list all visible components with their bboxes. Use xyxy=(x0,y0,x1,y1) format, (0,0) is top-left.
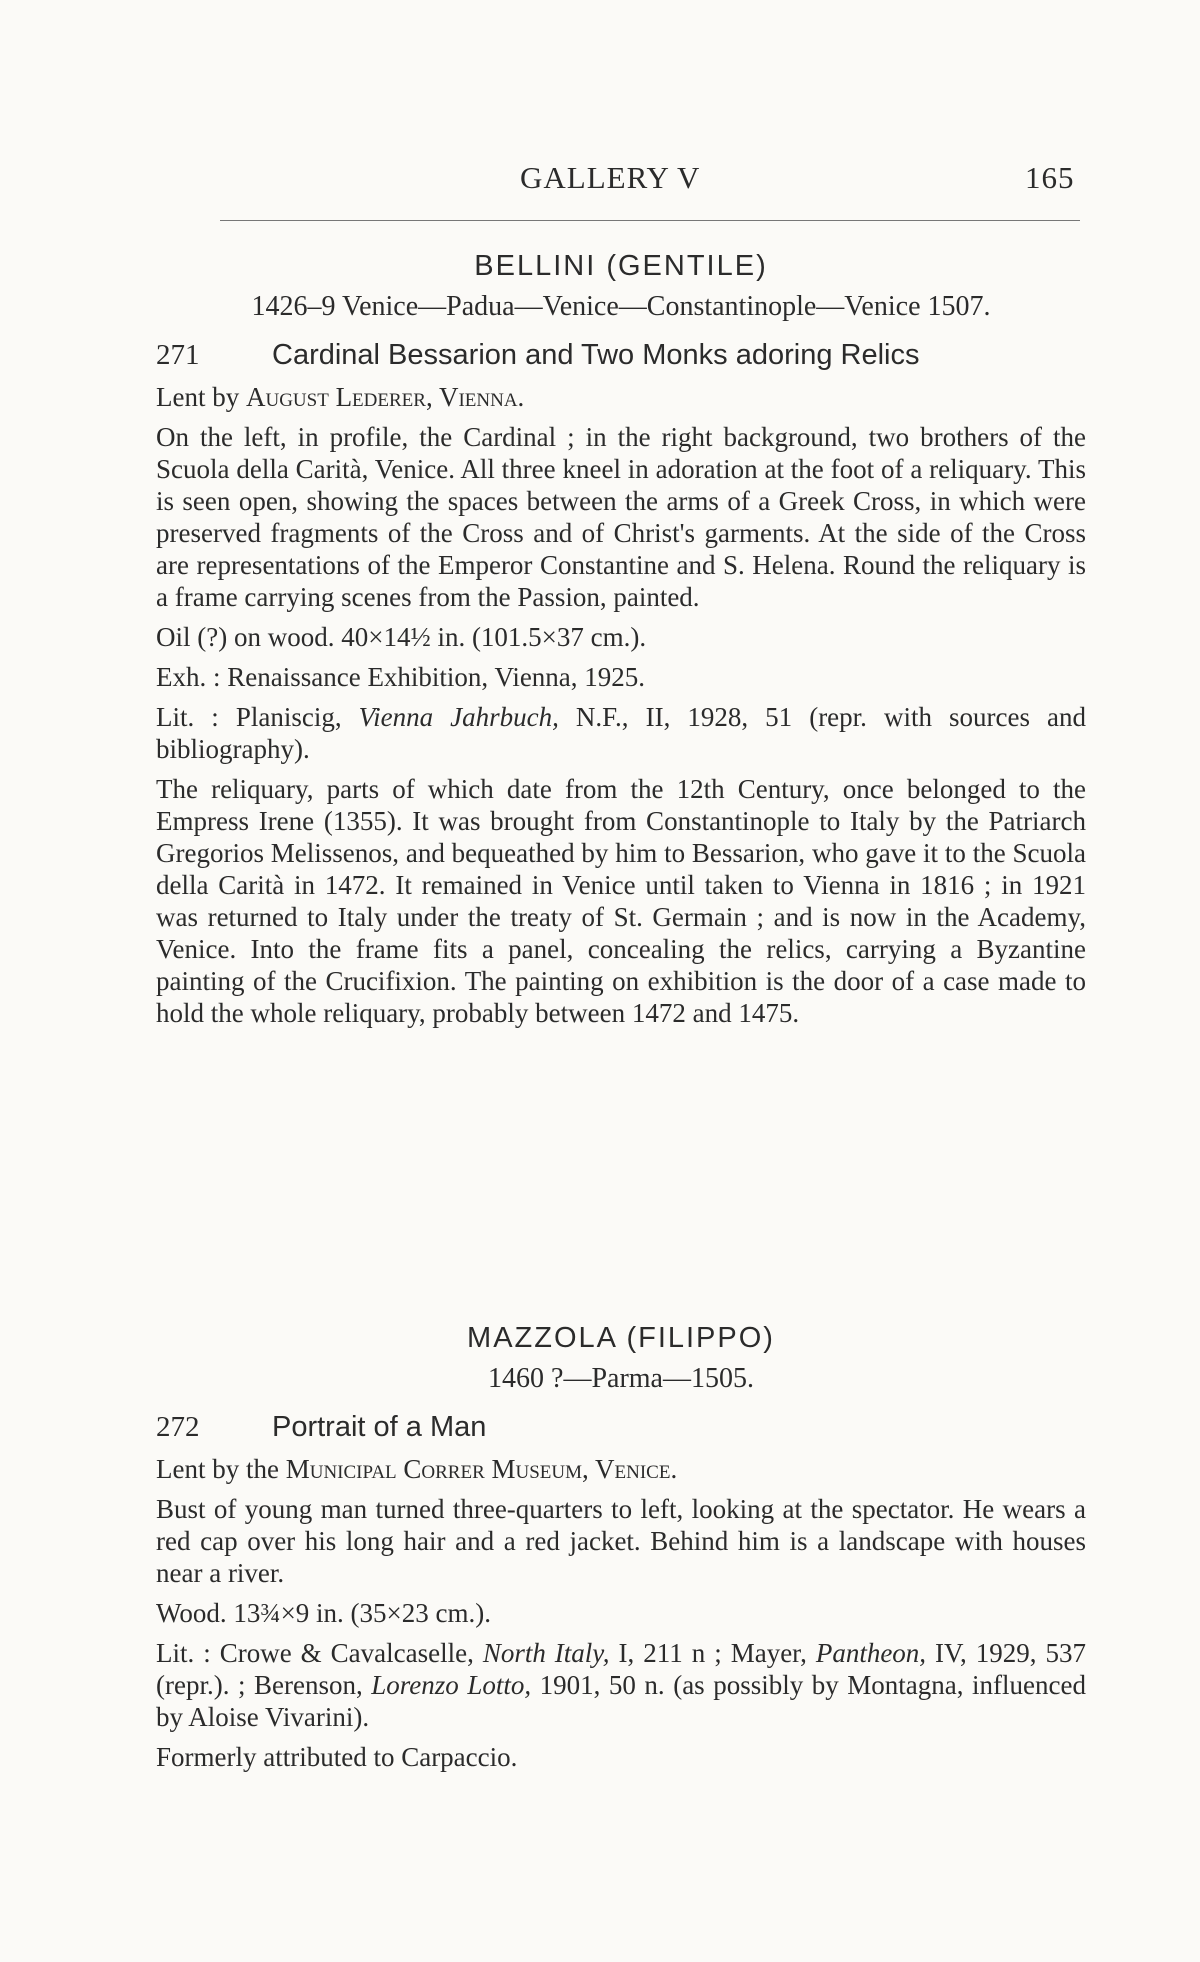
medium-dimensions: Oil (?) on wood. 40×14½ in. (101.5×37 cm.). xyxy=(156,622,647,652)
entry-title-text: Cardinal Bessarion and Two Monks adoring Relics xyxy=(272,339,920,371)
description: Bust of young man turned three-quarters to left, looking at the spectator. He wears a red cap over his long hair and a red jacket. Behind him is a landscape with houses near a river. xyxy=(156,1494,1086,1588)
lit-title-2: Pantheon, xyxy=(815,1638,927,1668)
exhibition: Exh. : Renaissance Exhibition, Vienna, 1925. xyxy=(156,662,646,692)
note: Formerly attributed to Carpaccio. xyxy=(156,1742,518,1772)
description: On the left, in profile, the Cardinal ; in the right background, two brothers of the Scuola della Carità, Venice. All three kneel in adoration at the foot of a reliquary. This is seen open, showing the spaces between the arms of a Greek Cross, in which were preserved fragments of the Cross and of Christ's garments. At the side of the Cross are representations of the Emperor Constantine and S. Helena. Round the reliquary is a frame carrying scenes from the Passion, painted. xyxy=(156,422,1086,612)
lit-title-3: Lorenzo Lotto, xyxy=(371,1670,532,1700)
lit-title: North Italy, xyxy=(482,1638,610,1668)
lender-name: August Lederer, Vienna. xyxy=(245,382,525,412)
lit-prefix: Lit. : Crowe & Cavalcaselle, xyxy=(156,1638,483,1668)
entry-title xyxy=(156,1409,1086,1445)
artist-dates: 1460 ?—Parma—1505. xyxy=(488,1363,754,1394)
entry-title xyxy=(156,337,1086,373)
literature xyxy=(156,701,1086,765)
lit-mid-1: I, 211 n ; Mayer, xyxy=(609,1638,816,1668)
lent-prefix: Lent by the xyxy=(156,1454,286,1484)
lit-title: Vienna Jahrbuch, xyxy=(358,702,559,732)
entry-title-text: Portrait of a Man xyxy=(272,1411,487,1443)
lit-rest: N.F., II, 1928, 51 (repr. with sources and bibliography). xyxy=(156,702,1087,764)
running-title: GALLERY V xyxy=(520,160,701,195)
lender-line xyxy=(156,1453,1086,1485)
artist-heading: MAZZOLA (FILIPPO) xyxy=(467,1322,775,1354)
section-bellini xyxy=(156,250,1086,1029)
lit-mid-2: IV, 1929, 537 (repr.). ; Berenson, xyxy=(156,1638,1087,1700)
lender-name: Municipal Correr Museum, Venice. xyxy=(285,1454,678,1484)
artist-heading: BELLINI (GENTILE) xyxy=(474,250,768,282)
lit-prefix: Lit. : Planiscig, xyxy=(156,702,359,732)
artist-dates: 1426–9 Venice—Padua—Venice—Constantinople—Venice 1507. xyxy=(251,291,991,322)
header-rule xyxy=(220,220,1080,221)
note: The reliquary, parts of which date from the 12th Century, once belonged to the Empress Irene (1355). It was brought from Constantinople to Italy by the Patriarch Gregorios Melissenos, and bequeathed by him to Bessarion, who gave it to the Scuola della Carità in 1472. It remained in Venice until taken to Vienna in 1816 ; in 1921 was returned to Italy under the treaty of St. Germain ; and is now in the Academy, Venice. Into the frame fits a panel, concealing the relics, carrying a Byzantine painting of the Crucifixion. The painting on exhibition is the door of a case made to hold the whole reliquary, probably between 1472 and 1475. xyxy=(156,774,1086,1028)
entry-number: 271 xyxy=(156,339,200,371)
literature xyxy=(156,1637,1086,1733)
section-mazzola xyxy=(156,1322,1086,1773)
page-number: 165 xyxy=(1025,160,1075,195)
medium-dimensions: Wood. 13¾×9 in. (35×23 cm.). xyxy=(156,1598,491,1628)
entry-number: 272 xyxy=(156,1411,200,1443)
running-head xyxy=(0,160,1200,200)
lent-prefix: Lent by xyxy=(156,382,246,412)
lit-rest: 1901, 50 n. (as possibly by Montagna, influenced by Aloise Vivarini). xyxy=(156,1670,1086,1732)
lender-line xyxy=(156,381,1086,413)
